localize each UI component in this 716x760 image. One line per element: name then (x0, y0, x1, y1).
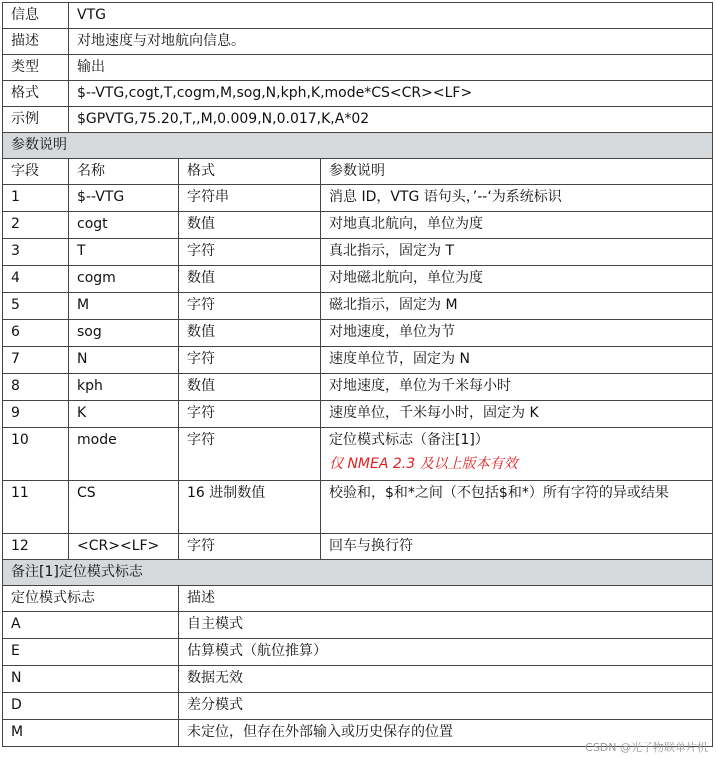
info-value: VTG (69, 3, 713, 29)
column-header: 名称 (69, 159, 179, 185)
mode-row (3, 693, 713, 720)
param-name: sog (69, 320, 179, 347)
column-header: 字段 (3, 159, 69, 185)
mode-desc: 数据无效 (179, 666, 713, 693)
info-label: 类型 (3, 55, 69, 81)
mode-desc: 自主模式 (179, 612, 713, 639)
param-format: 数值 (179, 374, 321, 401)
param-format: 数值 (179, 266, 321, 293)
param-row (3, 374, 713, 401)
param-name: mode (69, 428, 179, 481)
column-header: 描述 (179, 586, 713, 612)
param-name: T (69, 239, 179, 266)
mode-section-title: 备注[1]定位模式标志 (3, 560, 713, 586)
mode-desc: 未定位，但存在外部输入或历史保存的位置 (179, 720, 713, 747)
param-row (3, 481, 713, 534)
param-field: 3 (3, 239, 69, 266)
param-desc: 对地真北航向，单位为度 (321, 212, 713, 239)
version-note: 仅 NMEA 2.3 及以上版本有效 (329, 456, 518, 472)
param-format: 数值 (179, 320, 321, 347)
param-name: M (69, 293, 179, 320)
param-desc: 速度单位节，固定为 N (321, 347, 713, 374)
param-row (3, 239, 713, 266)
param-desc: 定位模式标志（备注[1]） (329, 432, 489, 448)
info-label: 信息 (3, 3, 69, 29)
info-value: 输出 (69, 55, 713, 81)
mode-row (3, 666, 713, 693)
column-header: 格式 (179, 159, 321, 185)
mode-row (3, 612, 713, 639)
section-header-row (3, 560, 713, 586)
param-format: 字符 (179, 534, 321, 560)
param-name: N (69, 347, 179, 374)
param-format: 数值 (179, 212, 321, 239)
param-desc: 速度单位，千米每小时，固定为 K (321, 401, 713, 428)
mode-header-row (3, 586, 713, 612)
param-field: 9 (3, 401, 69, 428)
param-format: 16 进制数值 (179, 481, 321, 534)
param-field: 10 (3, 428, 69, 481)
param-format: 字符 (179, 347, 321, 374)
param-row (3, 212, 713, 239)
param-row (3, 401, 713, 428)
mode-row (3, 639, 713, 666)
column-header: 参数说明 (321, 159, 713, 185)
info-row (3, 55, 713, 81)
info-row (3, 107, 713, 133)
param-desc: 回车与换行符 (321, 534, 713, 560)
info-value: 对地速度与对地航向信息。 (69, 29, 713, 55)
param-field: 8 (3, 374, 69, 401)
info-row (3, 3, 713, 29)
mode-flag: A (3, 612, 179, 639)
params-section-title: 参数说明 (3, 133, 713, 159)
info-value: $--VTG,cogt,T,cogm,M,sog,N,kph,K,mode*CS<CR><LF> (69, 81, 713, 107)
param-row (3, 347, 713, 374)
vtg-spec-table (2, 2, 713, 747)
param-name: <CR><LF> (69, 534, 179, 560)
column-header: 定位模式标志 (3, 586, 179, 612)
param-desc: 磁北指示，固定为 M (321, 293, 713, 320)
mode-flag: M (3, 720, 179, 747)
param-format: 字符 (179, 401, 321, 428)
param-format: 字符 (179, 428, 321, 481)
param-name: K (69, 401, 179, 428)
param-field: 5 (3, 293, 69, 320)
param-field: 11 (3, 481, 69, 534)
param-desc-cell (321, 428, 713, 481)
param-name: cogt (69, 212, 179, 239)
param-name: $--VTG (69, 185, 179, 212)
section-header-row (3, 133, 713, 159)
param-name: kph (69, 374, 179, 401)
param-row (3, 428, 713, 481)
param-desc: 对地磁北航向，单位为度 (321, 266, 713, 293)
watermark: CSDN @光子物联单片机 (585, 741, 708, 754)
info-row (3, 81, 713, 107)
param-row (3, 320, 713, 347)
param-row (3, 266, 713, 293)
param-row (3, 534, 713, 560)
param-format: 字符串 (179, 185, 321, 212)
info-label: 格式 (3, 81, 69, 107)
param-field: 2 (3, 212, 69, 239)
param-field: 12 (3, 534, 69, 560)
param-desc: 真北指示，固定为 T (321, 239, 713, 266)
param-desc: 对地速度，单位为节 (321, 320, 713, 347)
mode-desc: 差分模式 (179, 693, 713, 720)
param-row (3, 293, 713, 320)
param-format: 字符 (179, 239, 321, 266)
param-desc: 消息 ID，VTG 语句头，’--‘为系统标识 (321, 185, 713, 212)
param-field: 7 (3, 347, 69, 374)
mode-flag: D (3, 693, 179, 720)
param-field: 4 (3, 266, 69, 293)
param-name: CS (69, 481, 179, 534)
param-format: 字符 (179, 293, 321, 320)
info-row (3, 29, 713, 55)
info-label: 描述 (3, 29, 69, 55)
info-value: $GPVTG,75.20,T,,M,0.009,N,0.017,K,A*02 (69, 107, 713, 133)
mode-flag: N (3, 666, 179, 693)
param-name: cogm (69, 266, 179, 293)
param-desc: 校验和，$和*之间（不包括$和*）所有字符的异或结果 (321, 481, 713, 534)
param-desc: 对地速度，单位为千米每小时 (321, 374, 713, 401)
params-header-row (3, 159, 713, 185)
mode-desc: 估算模式（航位推算） (179, 639, 713, 666)
param-row (3, 185, 713, 212)
param-field: 1 (3, 185, 69, 212)
param-field: 6 (3, 320, 69, 347)
mode-flag: E (3, 639, 179, 666)
info-label: 示例 (3, 107, 69, 133)
